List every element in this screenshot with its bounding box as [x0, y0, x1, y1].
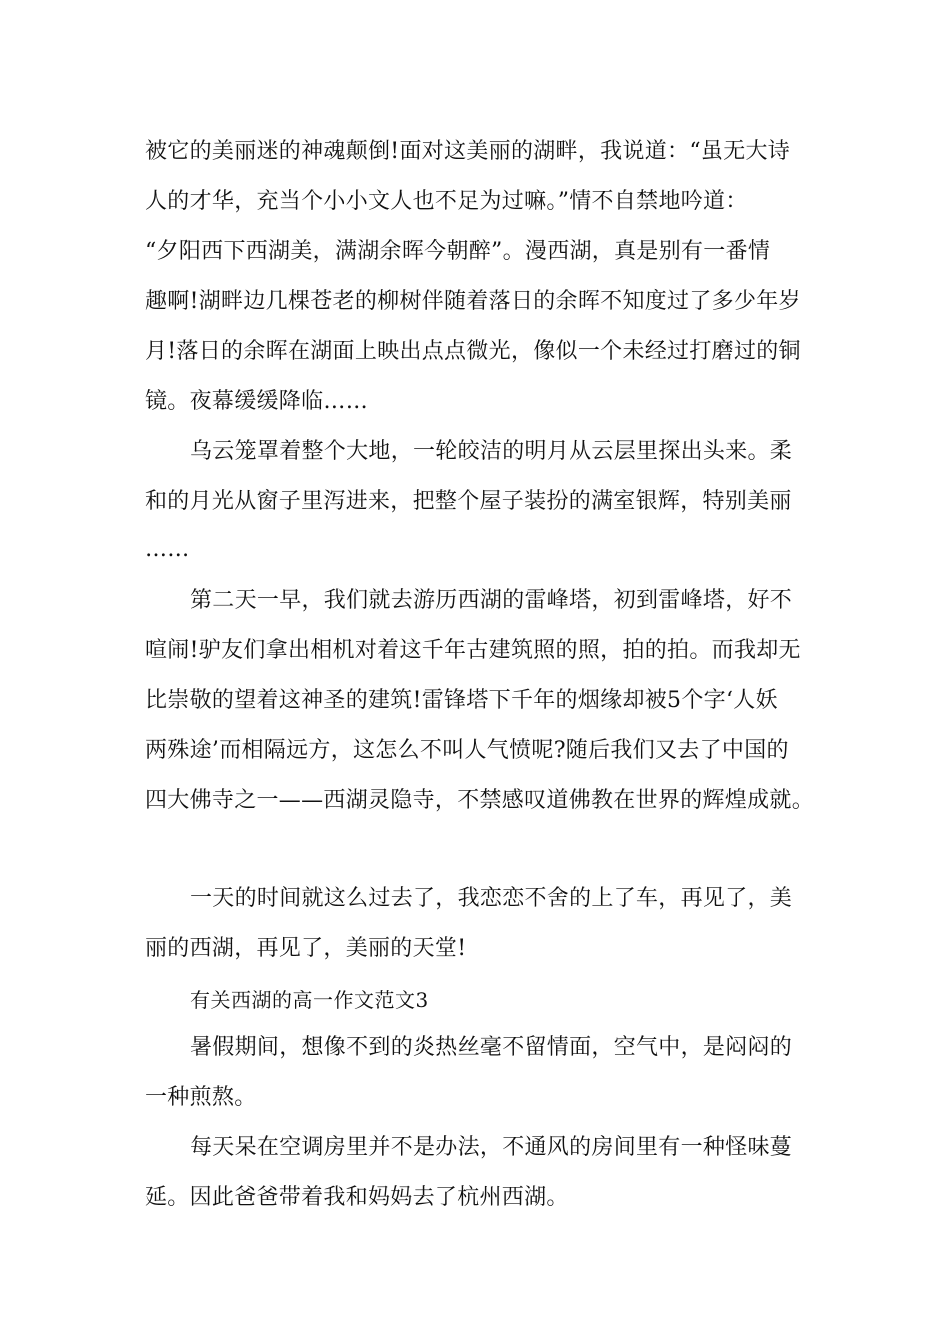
text-line: 四大佛寺之一——西湖灵隐寺，不禁感叹道佛教在世界的辉煌成就。	[145, 788, 815, 813]
section-title: 有关西湖的高一作文范文3	[190, 988, 429, 1012]
text-line: 人的才华，充当个小小文人也不足为过嘛。”情不自禁地吟道：	[145, 189, 748, 214]
text-line: ……	[145, 537, 190, 562]
paragraph-start-line: 一天的时间就这么过去了，我恋恋不舍的上了车，再见了，美	[190, 886, 793, 911]
text-line: 两殊途’而相隔远方，这怎么不叫人气愤呢?随后我们又去了中国的	[145, 738, 789, 763]
text-line: 丽的西湖，再见了，美丽的天堂!	[145, 936, 467, 961]
text-line: 镜。夜幕缓缓降临……	[145, 389, 369, 414]
text-line: 比崇敬的望着这神圣的建筑!雷锋塔下千年的烟缘却被5个字‘人妖	[145, 688, 778, 713]
text-line: 延。因此爸爸带着我和妈妈去了杭州西湖。	[145, 1185, 569, 1210]
text-line: 月!落日的余晖在湖面上映出点点微光，像似一个未经过打磨过的铜	[145, 339, 801, 364]
text-line: 喧闹!驴友们拿出相机对着这千年古建筑照的照，拍的拍。而我却无	[145, 638, 801, 663]
paragraph-start-line: 第二天一早，我们就去游历西湖的雷峰塔，初到雷峰塔，好不	[190, 588, 793, 613]
paragraph-start-line: 乌云笼罩着整个大地，一轮皎洁的明月从云层里探出头来。柔	[190, 439, 793, 464]
paragraph-start-line: 暑假期间，想像不到的炎热丝毫不留情面，空气中，是闷闷的	[190, 1035, 793, 1060]
text-line: 一种煎熬。	[145, 1085, 257, 1110]
text-line: 和的月光从窗子里泻进来，把整个屋子装扮的满室银辉，特别美丽	[145, 489, 792, 514]
text-line: 被它的美丽迷的神魂颠倒!面对这美丽的湖畔，我说道：“虽无大诗	[145, 139, 791, 164]
text-line: 趣啊!湖畔边几棵苍老的柳树伴随着落日的余晖不知度过了多少年岁	[145, 289, 801, 314]
paragraph-start-line: 每天呆在空调房里并不是办法，不通风的房间里有一种怪味蔓	[190, 1135, 793, 1160]
text-line: “夕阳西下西湖美，满湖余晖今朝醉”。漫西湖，真是别有一番情	[145, 239, 771, 264]
